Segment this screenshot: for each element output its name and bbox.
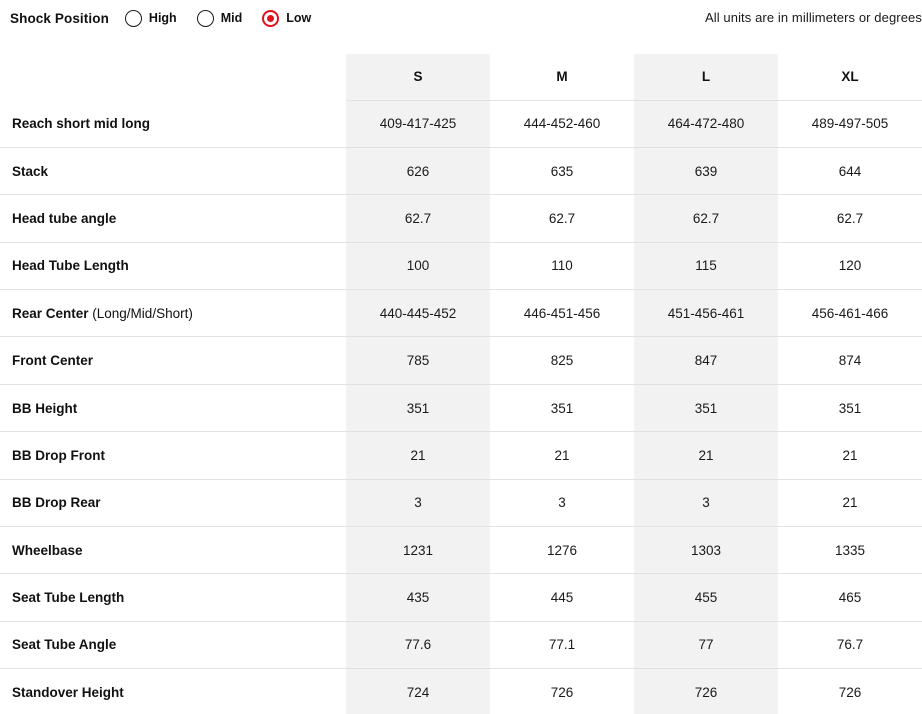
- row-label-text: BB Height: [12, 400, 78, 416]
- row-label: [0, 147, 346, 194]
- table-cell: 726: [778, 669, 922, 714]
- row-label: [0, 195, 346, 242]
- table-row: [0, 147, 922, 194]
- page-title: Shock Position: [10, 10, 109, 26]
- row-label: [0, 669, 346, 714]
- column-header-blank: [0, 54, 346, 100]
- table-cell: 110: [490, 242, 634, 289]
- table-cell: 435: [346, 574, 490, 621]
- table-row: [0, 479, 922, 526]
- table-row: [0, 290, 922, 337]
- table-cell: 3: [634, 479, 778, 526]
- table-cell: 1335: [778, 527, 922, 574]
- row-label: [0, 574, 346, 621]
- row-label-text: Seat Tube Angle: [12, 637, 117, 653]
- table-cell: 120: [778, 242, 922, 289]
- row-label-text: Stack: [12, 163, 49, 179]
- table-cell: 724: [346, 669, 490, 714]
- table-cell: 726: [490, 669, 634, 714]
- table-cell: 351: [634, 384, 778, 431]
- table-row: [0, 100, 922, 147]
- table-cell: 21: [490, 432, 634, 479]
- table-cell: 3: [490, 479, 634, 526]
- shock-position-option-high[interactable]: [125, 10, 177, 27]
- table-cell: 77.1: [490, 621, 634, 668]
- table-cell: 21: [346, 432, 490, 479]
- table-cell: 62.7: [778, 195, 922, 242]
- table-cell: 100: [346, 242, 490, 289]
- geometry-table: [0, 54, 922, 714]
- table-row: [0, 432, 922, 479]
- table-cell: 409-417-425: [346, 100, 490, 147]
- row-label: [0, 432, 346, 479]
- radio-icon[interactable]: [125, 10, 142, 27]
- table-cell: 351: [490, 384, 634, 431]
- shock-position-option-mid-label: Mid: [220, 11, 243, 25]
- radio-icon[interactable]: [197, 10, 214, 27]
- table-row: [0, 527, 922, 574]
- table-cell: 445: [490, 574, 634, 621]
- table-cell: 489-497-505: [778, 100, 922, 147]
- table-row: [0, 574, 922, 621]
- row-label-text: BB Drop Rear: [12, 495, 101, 511]
- table-cell: 62.7: [634, 195, 778, 242]
- table-cell: 21: [634, 432, 778, 479]
- table-cell: 21: [778, 432, 922, 479]
- table-row: [0, 195, 922, 242]
- shock-position-option-mid[interactable]: [197, 10, 243, 27]
- radio-selected-icon[interactable]: [262, 10, 279, 27]
- row-label: [0, 479, 346, 526]
- shock-position-option-low-label: Low: [286, 11, 312, 25]
- table-cell: 874: [778, 337, 922, 384]
- table-cell: 847: [634, 337, 778, 384]
- shock-position-radio-group[interactable]: [125, 10, 311, 27]
- table-cell: 464-472-480: [634, 100, 778, 147]
- table-row: [0, 621, 922, 668]
- row-label: [0, 337, 346, 384]
- row-label: [0, 100, 346, 147]
- table-cell: 1276: [490, 527, 634, 574]
- table-cell: 644: [778, 147, 922, 194]
- table-cell: 444-452-460: [490, 100, 634, 147]
- table-cell: 76.7: [778, 621, 922, 668]
- table-cell: 825: [490, 337, 634, 384]
- row-label: [0, 384, 346, 431]
- table-header-row: [0, 54, 922, 100]
- table-row: [0, 337, 922, 384]
- table-cell: 456-461-466: [778, 290, 922, 337]
- shock-position-option-high-label: High: [148, 11, 177, 25]
- table-cell: 3: [346, 479, 490, 526]
- row-label-text: BB Drop Front: [12, 447, 105, 463]
- row-label-text: Seat Tube Length: [12, 590, 125, 606]
- row-label-text: Head tube angle: [12, 210, 117, 226]
- table-cell: 455: [634, 574, 778, 621]
- table-cell: 635: [490, 147, 634, 194]
- table-cell: 726: [634, 669, 778, 714]
- table-row: [0, 242, 922, 289]
- column-header-m: M: [490, 54, 634, 100]
- table-body: [0, 100, 922, 714]
- table-cell: 440-445-452: [346, 290, 490, 337]
- table-cell: 62.7: [490, 195, 634, 242]
- table-cell: 785: [346, 337, 490, 384]
- table-cell: 351: [778, 384, 922, 431]
- row-label: [0, 527, 346, 574]
- table-cell: 465: [778, 574, 922, 621]
- row-label-text: Front Center: [12, 353, 93, 369]
- table-cell: 446-451-456: [490, 290, 634, 337]
- row-label-text: Standover Height: [12, 684, 124, 700]
- column-header-l: L: [634, 54, 778, 100]
- table-cell: 62.7: [346, 195, 490, 242]
- column-header-xl: XL: [778, 54, 922, 100]
- row-label-sub: (Long/Mid/Short): [88, 305, 193, 321]
- table-row: [0, 669, 922, 714]
- table-cell: 77.6: [346, 621, 490, 668]
- row-label: [0, 621, 346, 668]
- table-cell: 351: [346, 384, 490, 431]
- table-cell: 451-456-461: [634, 290, 778, 337]
- row-label-text: Wheelbase: [12, 542, 83, 558]
- table-cell: 639: [634, 147, 778, 194]
- table-cell: 1231: [346, 527, 490, 574]
- row-label: [0, 242, 346, 289]
- table-cell: 115: [634, 242, 778, 289]
- table-cell: 77: [634, 621, 778, 668]
- row-label-text: Reach short mid long: [12, 116, 151, 132]
- table-row: [0, 384, 922, 431]
- column-header-s: S: [346, 54, 490, 100]
- row-label: [0, 290, 346, 337]
- table-header: [0, 54, 922, 100]
- table-cell: 1303: [634, 527, 778, 574]
- shock-position-toolbar: [0, 0, 922, 36]
- row-label-text: Rear Center: [12, 305, 89, 321]
- row-label-text: Head Tube Length: [12, 258, 129, 274]
- table-cell: 626: [346, 147, 490, 194]
- table-cell: 21: [778, 479, 922, 526]
- units-note: All units are in millimeters or degrees: [704, 10, 922, 25]
- shock-position-option-low[interactable]: [262, 10, 311, 27]
